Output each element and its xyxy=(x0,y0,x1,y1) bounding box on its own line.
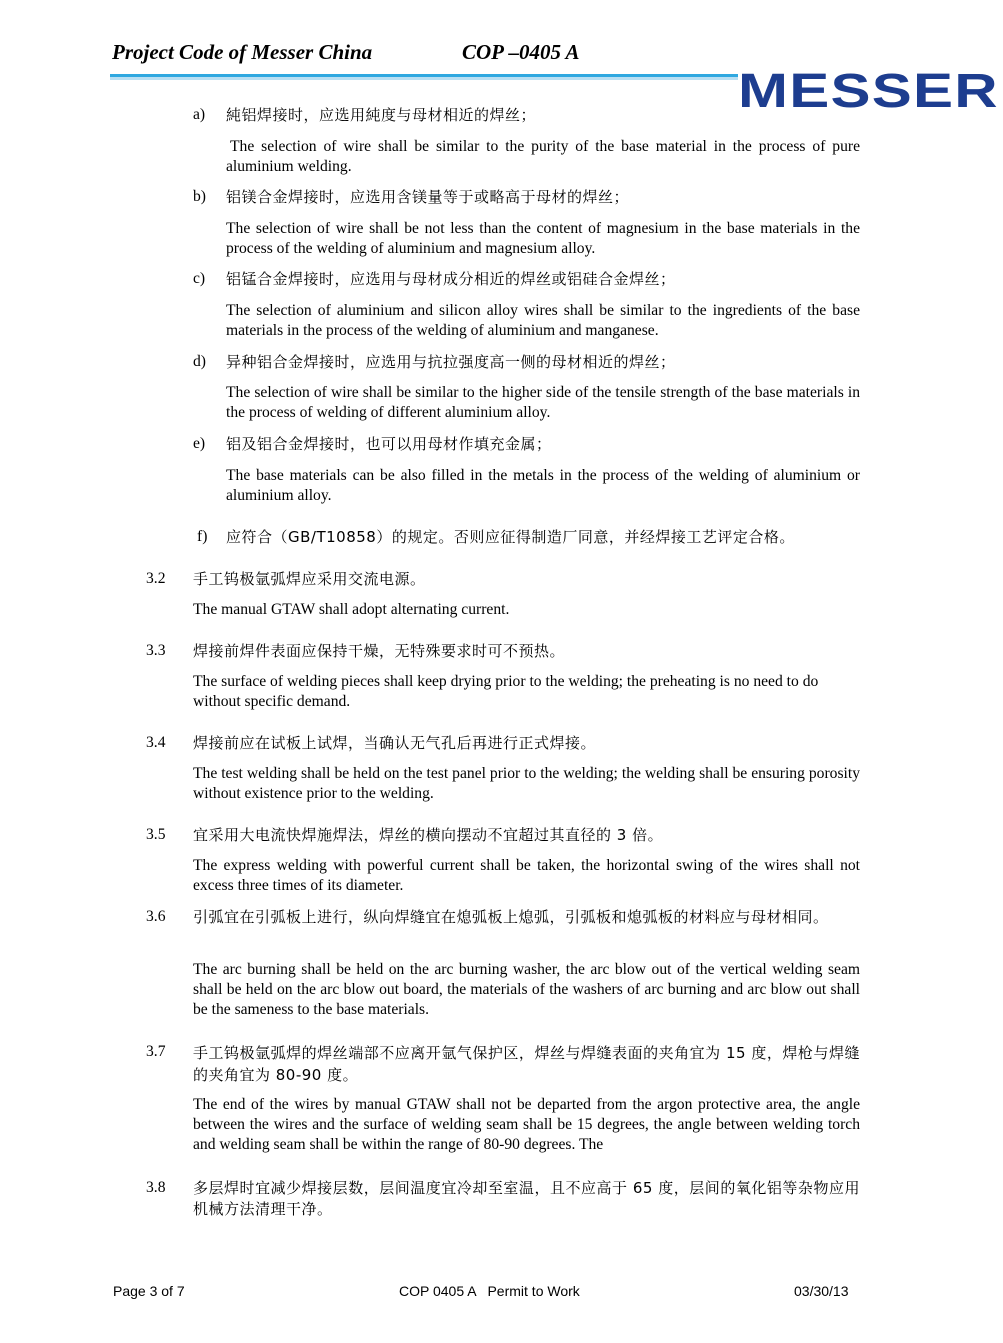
section-3-5-cn: 宜采用大电流快焊施焊法，焊丝的横向摆动不宜超过其直径的 3 倍。 xyxy=(193,826,664,844)
section-number-3-2: 3.2 xyxy=(146,570,166,587)
section-number-3-8: 3.8 xyxy=(146,1179,166,1196)
item-c-en: The selection of aluminium and silicon alloy wires shall be similar to the ingredients of the base materials in the process of the welding of aluminium and manganese. xyxy=(226,302,860,339)
section-3-4-cn: 焊接前应在试板上试焊，当确认无气孔后再进行正式焊接。 xyxy=(193,734,597,752)
footer-date: 03/30/13 xyxy=(794,1283,849,1299)
section-number-3-6: 3.6 xyxy=(146,908,166,925)
item-e-cn: 铝及铝合金焊接时，也可以用母材作填充金属； xyxy=(226,435,552,453)
section-number-3-7: 3.7 xyxy=(146,1043,166,1060)
item-a-en: The selection of wire shall be similar to the purity of the base material in the process of pure aluminium welding. xyxy=(226,138,860,175)
document-code: COP –0405 A xyxy=(462,40,580,64)
section-number-3-4: 3.4 xyxy=(146,734,166,751)
item-d-cn: 异种铝合金焊接时，应选用与抗拉强度高一侧的母材相近的焊丝； xyxy=(226,353,676,371)
document-title: Project Code of Messer China xyxy=(112,40,373,64)
footer-page-number: Page 3 of 7 xyxy=(113,1283,185,1299)
item-a-cn: 純铝焊接时，应选用純度与母材相近的焊丝； xyxy=(226,106,537,124)
section-3-2-cn: 手工钨极氩弧焊应采用交流电源。 xyxy=(193,570,426,588)
section-3-5-en: The express welding with powerful current shall be taken, the horizontal swing of the wires shall not excess three times of its diameter. xyxy=(193,857,860,894)
section-3-8-cn: 多层焊时宜减少焊接层数，层间温度宜冷却至室温，且不应高于 65 度，层间的氧化铝等杂物应用机械方法清理干净。 xyxy=(193,1179,860,1218)
section-3-7-cn: 手工钨极氩弧焊的焊丝端部不应离开氩气保护区，焊丝与焊缝表面的夹角宜为 15 度，焊枪与焊缝的夹角宜为 80-90 度。 xyxy=(193,1044,860,1084)
item-label-f: f) xyxy=(197,528,208,545)
section-number-3-3: 3.3 xyxy=(146,642,166,659)
section-3-4-en: The test welding shall be held on the test panel prior to the welding; the welding shall be ensuring porosity without existence prior to the welding. xyxy=(193,765,860,802)
section-number-3-5: 3.5 xyxy=(146,826,166,843)
item-b-cn: 铝镁合金焊接时，应选用含镁量等于或略高于母材的焊丝； xyxy=(226,188,630,206)
section-3-2-en: The manual GTAW shall adopt alternating current. xyxy=(193,601,510,618)
item-e-en: The base materials can be also filled in the metals in the process of the welding of aluminium or aluminium alloy. xyxy=(226,467,860,504)
section-3-6-cn: 引弧宜在引弧板上进行，纵向焊缝宜在熄弧板上熄弧，引弧板和熄弧板的材料应与母材相同。 xyxy=(193,908,829,926)
item-label-c: c) xyxy=(193,270,206,287)
section-3-3-cn: 焊接前焊件表面应保持干燥，无特殊要求时可不预热。 xyxy=(193,642,566,660)
item-c-cn: 铝锰合金焊接时，应选用与母材成分相近的焊丝或铝硅合金焊丝； xyxy=(226,270,676,288)
item-label-e: e) xyxy=(193,435,206,452)
item-label-b: b) xyxy=(193,188,206,205)
item-f-cn: 应符合（GB/T10858）的规定。否则应征得制造厂同意，并经焊接工艺评定合格。 xyxy=(226,528,795,546)
footer-document-id: COP 0405 A Permit to Work xyxy=(399,1283,580,1299)
item-label-a: a) xyxy=(193,106,206,123)
section-3-6-en: The arc burning shall be held on the arc burning washer, the arc blow out of the vertical welding seam shall be held on the arc blow out board, the materials of the washers of arc burning and arc blow out shall be the sameness to the base materials. xyxy=(193,961,860,1018)
section-3-7-en: The end of the wires by manual GTAW shall not be departed from the argon protective area, the angle between the wires and the surface of welding seam shall be 15 degrees, the angle between welding torch and welding seam shall be within the range of 80-90 degrees. The xyxy=(193,1096,860,1153)
logo-text: MESSER xyxy=(738,65,999,118)
item-d-en: The selection of wire shall be similar to the higher side of the tensile strength of the base materials in the process of welding of different aluminium alloy. xyxy=(226,384,860,421)
item-label-d: d) xyxy=(193,353,206,370)
section-3-3-en: The surface of welding pieces shall keep drying prior to the welding; the preheating is no need to do without specific demand. xyxy=(193,673,819,710)
item-b-en: The selection of wire shall be not less than the content of magnesium in the base materials in the process of the welding of aluminium and magnesium alloy. xyxy=(226,220,860,257)
